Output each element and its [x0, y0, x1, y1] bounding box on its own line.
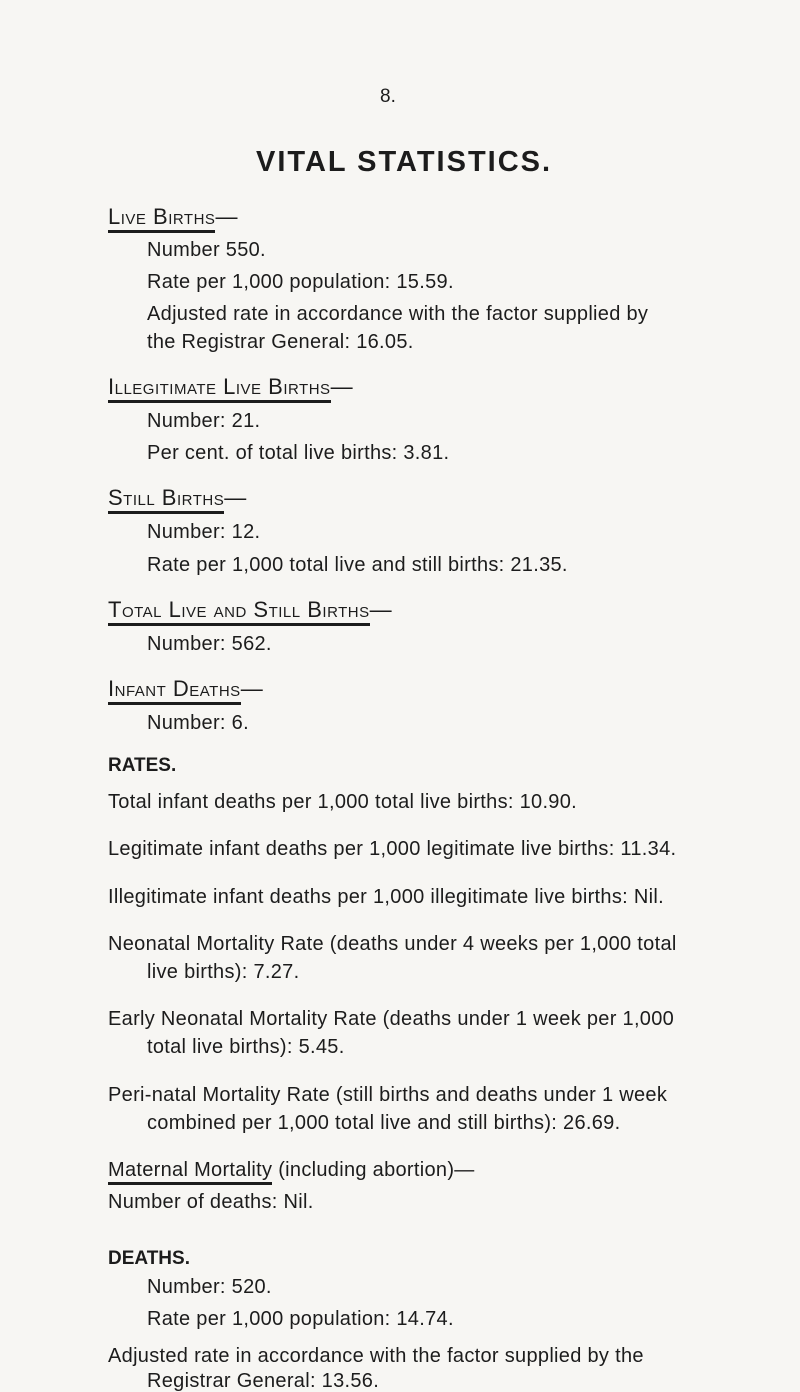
total-births-heading-text: Total Live and Still Births [108, 597, 370, 626]
deaths-heading: DEATHS. [108, 1248, 190, 1269]
live-births-adjusted-line1: Adjusted rate in accordance with the factor supplied by [147, 303, 649, 325]
illegitimate-percent: Per cent. of total live births: 3.81. [147, 442, 450, 464]
total-births-number: Number: 562. [147, 633, 272, 655]
still-births-heading-text: Still Births [108, 485, 224, 514]
live-births-heading-text: Live Births [108, 204, 215, 233]
deaths-number: Number: 520. [147, 1276, 272, 1298]
rates-total-infant: Total infant deaths per 1,000 total live births: 10.90. [108, 791, 578, 813]
still-births-rate: Rate per 1,000 total live and still births: 21.35. [147, 554, 568, 576]
deaths-adjusted-line2: Registrar General: 13.56. [147, 1370, 380, 1392]
rates-perinatal-line2: combined per 1,000 total live and still births): 26.69. [147, 1112, 621, 1134]
page-number: 8. [380, 86, 396, 107]
rates-perinatal-line1: Peri-natal Mortality Rate (still births and deaths under 1 week [108, 1084, 668, 1106]
page-title: VITAL STATISTICS. [256, 146, 553, 178]
maternal-number: Number of deaths: Nil. [108, 1191, 314, 1213]
rates-legit-infant: Legitimate infant deaths per 1,000 legitimate live births: 11.34. [108, 838, 677, 860]
rates-illegit-infant: Illegitimate infant deaths per 1,000 illegitimate live births: Nil. [108, 886, 664, 908]
maternal-heading-text: Maternal Mortality [108, 1159, 272, 1185]
deaths-rate: Rate per 1,000 population: 14.74. [147, 1308, 454, 1330]
live-births-adjusted-line2: the Registrar General: 16.05. [147, 331, 414, 353]
total-births-heading: Total Live and Still Births— [108, 597, 392, 623]
maternal-heading-rest: (including abortion)— [272, 1159, 475, 1181]
maternal-heading [108, 1159, 475, 1182]
illegitimate-heading: Illegitimate Live Births— [108, 374, 353, 400]
rates-early-line1: Early Neonatal Mortality Rate (deaths under 1 week per 1,000 [108, 1008, 675, 1030]
still-births-number: Number: 12. [147, 521, 261, 543]
live-births-rate: Rate per 1,000 population: 15.59. [147, 271, 454, 293]
live-births-heading: Live Births— [108, 204, 238, 230]
live-births-number: Number 550. [147, 239, 266, 261]
infant-deaths-heading-text: Infant Deaths [108, 676, 241, 705]
still-births-heading: Still Births— [108, 485, 247, 511]
illegitimate-heading-text: Illegitimate Live Births [108, 374, 331, 403]
rates-heading: RATES. [108, 755, 177, 776]
infant-deaths-heading: Infant Deaths— [108, 676, 263, 702]
infant-deaths-number: Number: 6. [147, 712, 249, 734]
deaths-adjusted-line1: Adjusted rate in accordance with the factor supplied by the [108, 1345, 644, 1367]
rates-neonatal-line2: live births): 7.27. [147, 961, 300, 983]
rates-early-line2: total live births): 5.45. [147, 1036, 345, 1058]
rates-neonatal-line1: Neonatal Mortality Rate (deaths under 4 weeks per 1,000 total [108, 933, 677, 955]
illegitimate-number: Number: 21. [147, 410, 261, 432]
